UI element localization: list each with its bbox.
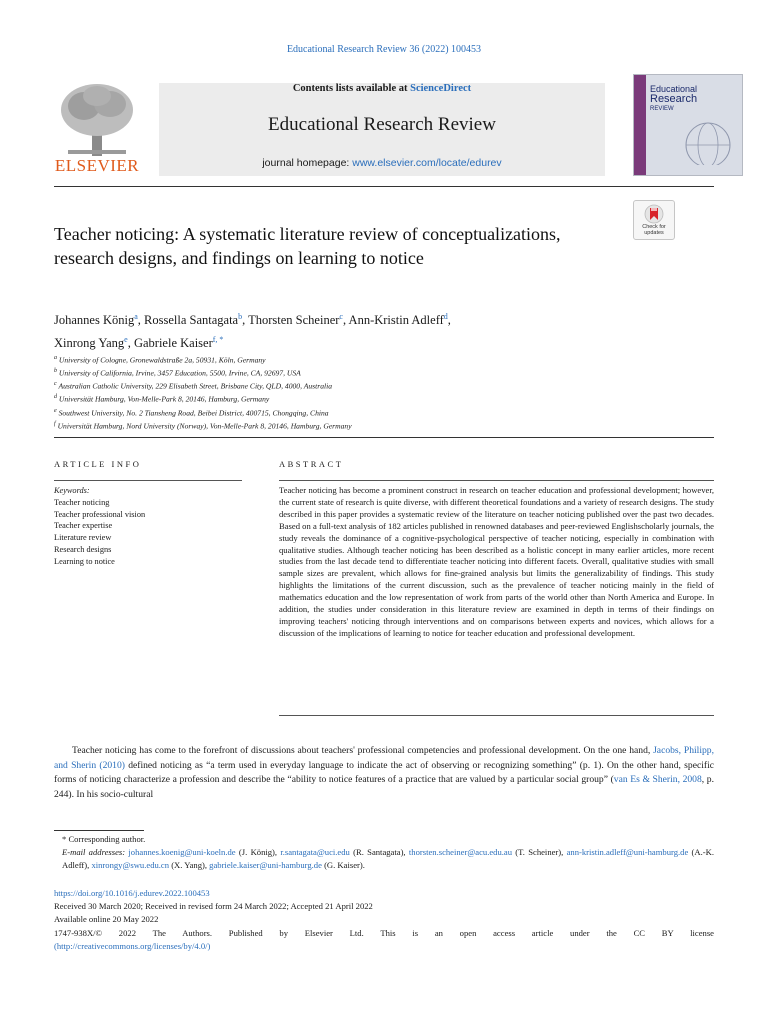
license-text: 1747-938X/© 2022 The Authors. Published by Elsevier Ltd. This is an open access article under the CC BY license [54, 927, 714, 938]
available-online-date: Available online 20 May 2022 [54, 914, 159, 925]
author-name[interactable]: Ann-Kristin Adleff [348, 313, 444, 328]
email-link[interactable]: johannes.koenig@uni-koeln.de [128, 847, 236, 857]
citation-link[interactable]: Jacobs, Philipp, and Sherin (2010) [54, 745, 714, 771]
body-paragraph: Teacher noticing has come to the forefront of discussions about teachers' professional competencies and professional development. On the one hand, Jacobs, Philipp, and Sherin (2010) defined noticing as “a term used in everyday language to indicate the act of observing or recognizing something” (p. 1). On the other hand, specific forms of noticing characterize a profession and describe the “ability to notice features of a practice that are valued by a particular social group” (van Es & Sherin, 2008, p. 244). In his socio-cultural [54, 745, 714, 800]
keyword-item: Learning to notice [54, 556, 115, 566]
affiliation-item: $^a$ University of Cologne, Gronewaldstraße 2a, 50931, Köln, Germany [54, 355, 266, 365]
license-link[interactable]: (http://creativecommons.org/licenses/by/4.0/) [54, 940, 211, 951]
affiliation-item: $^c$ Australian Catholic University, 229 Elisabeth Street, Brisbane City, QLD, 4000, Australia [54, 381, 333, 391]
keyword-item: Teacher expertise [54, 521, 113, 531]
affiliation-item: $^d$ Universität Hamburg, Von-Melle-Park 8, 20146, Hamburg, Germany [54, 394, 270, 404]
cover-globe-icon [674, 115, 734, 165]
keywords-label: Keywords: [54, 486, 90, 495]
article-metadata [54, 887, 714, 953]
header-divider [54, 186, 714, 187]
affiliation-marker[interactable]: b [238, 312, 243, 321]
author-name[interactable]: Thorsten Scheiner [248, 313, 340, 328]
sciencedirect-link[interactable]: ScienceDirect [410, 83, 472, 94]
abstract-bottom-divider [279, 715, 714, 716]
author-list: Johannes König$^a$, Rossella Santagata$^b$, Thorsten Scheiner$^c$, Ann-Kristin Adleff$^d$, Xinrong Yang$^e$, Gabriele Kaiser$^{f, *}$ [54, 312, 451, 351]
keyword-item: Teacher professional vision [54, 509, 146, 519]
homepage-line: journal homepage: www.elsevier.com/locate/edurev [262, 157, 502, 169]
keyword-list [54, 485, 242, 568]
affiliation-marker[interactable]: e [124, 335, 128, 345]
keyword-item: Teacher noticing [54, 497, 110, 507]
author-name[interactable]: Rossella Santagata [144, 313, 239, 328]
email-link[interactable]: gabriele.kaiser@uni-hamburg.de [209, 860, 322, 870]
abstract-text: Teacher noticing has become a prominent construct in research on teacher education and professional development; however, the current state of research is quite diverse, with different theoretical foundations and a variety of research designs. The study described in this paper provides a systematic review of the literature on teacher noticing published over the past two decades. Based on a full-text analysis of 182 articles published in renowned databases and peer-reviewed Englishscholarly journals, the study reveals the dominance of a cognitive-psychological perspective of teacher noticing, especially in combination with qualitative studies. Although teacher noticing has been described as a holistic concept in many earlier articles, more recent studies from the last decade tend to differentiate teacher noticing into different facets. Overall, qualitative studies with small sample sizes are prevalent, which allows for fine-grained analysis but limits the generalizability of findings. This study highlights the limitations of the current discussion, such as the prevalence of teacher noticing mainly in the field of mathematics education and the low representation of work from parts of the world other than North America and Europe. In addition, the studies under consideration in this literature review are examined in depth in terms of their findings on improving teachers' noticing through interventions and on comparisons between experts and novices, which allows for a discussion of the implications of learning to notice for teacher education and professional development. [279, 485, 714, 638]
received-dates: Received 30 March 2020; Received in revised form 24 March 2022; Accepted 21 April 2022 [54, 901, 373, 912]
affiliation-marker[interactable]: c [339, 312, 343, 321]
email-link[interactable]: xinrongy@swu.edu.cn [91, 860, 170, 870]
journal-name: Educational Research Review [268, 114, 496, 135]
citation-link[interactable]: van Es & Sherin, 2008 [613, 774, 702, 786]
affiliation-item: $^b$ University of California, Irvine, 3457 Education, 5500, Irvine, CA, 92697, USA [54, 368, 301, 378]
abstract-heading: ABSTRACT [279, 459, 344, 469]
check-for-updates-button[interactable]: Check for updates [633, 200, 675, 240]
affiliation-marker[interactable]: f, * [212, 335, 224, 345]
section-divider [54, 437, 714, 438]
contents-line: Contents lists available at ScienceDirect [292, 83, 472, 94]
email-link[interactable]: thorsten.scheiner@acu.edu.au [408, 847, 513, 857]
article-title: Teacher noticing: A systematic literature review of conceptualizations, research designs, and findings on learning to notice [54, 224, 561, 268]
affiliation-marker[interactable]: d [443, 312, 448, 321]
affiliation-list [54, 353, 654, 432]
journal-cover [633, 74, 743, 176]
doi-link[interactable]: https://doi.org/10.1016/j.edurev.2022.100453 [54, 888, 210, 898]
footnotes [54, 833, 714, 872]
author-name[interactable]: Xinrong Yang [54, 336, 125, 351]
email-link[interactable]: r.santagata@uci.edu [280, 847, 350, 857]
corresponding-author-note: * Corresponding author. [62, 834, 146, 844]
journal-homepage-link[interactable]: www.elsevier.com/locate/edurev [352, 157, 502, 169]
article-info-divider [54, 480, 242, 481]
bookmark-icon [644, 204, 664, 226]
cover-title: Educational Research REVIEW [650, 84, 698, 112]
journal-reference-link[interactable]: Educational Research Review 36 (2022) 100453 [286, 44, 482, 55]
email-addresses: E-mail addresses: johannes.koenig@uni-koeln.de (J. König), r.santagata@uci.edu (R. Santagata), thorsten.scheiner@acu.edu.au (T. Scheiner), ann-kristin.adleff@uni-hamburg.de (A.-K. Adleff), xinrongy@swu.edu.cn (X. Yang), gabriele.kaiser@uni-hamburg.de (G. Kaiser). [62, 847, 714, 870]
keyword-item: Literature review [54, 533, 112, 543]
article-info-heading: ARTICLE INFO [54, 459, 142, 469]
keyword-item: Research designs [54, 544, 112, 554]
author-name[interactable]: Johannes König [54, 313, 135, 328]
abstract-divider [279, 480, 714, 481]
publisher-name: ELSEVIER [54, 156, 140, 175]
author-name[interactable]: Gabriele Kaiser [133, 336, 213, 351]
cover-stripe [634, 75, 646, 175]
affiliation-marker[interactable]: a [134, 312, 138, 321]
affiliation-item: $^f$ Universität Hamburg, Nord University (Norway), Von-Melle-Park 8, 20146, Hamburg, Germany [54, 420, 352, 431]
footnote-divider [54, 830, 144, 831]
email-link[interactable]: ann-kristin.adleff@uni-hamburg.de [566, 847, 689, 857]
affiliation-item: $^e$ Southwest University, No. 2 Tiansheng Road, Beibei District, 400715, Chongqing, China [54, 407, 329, 418]
